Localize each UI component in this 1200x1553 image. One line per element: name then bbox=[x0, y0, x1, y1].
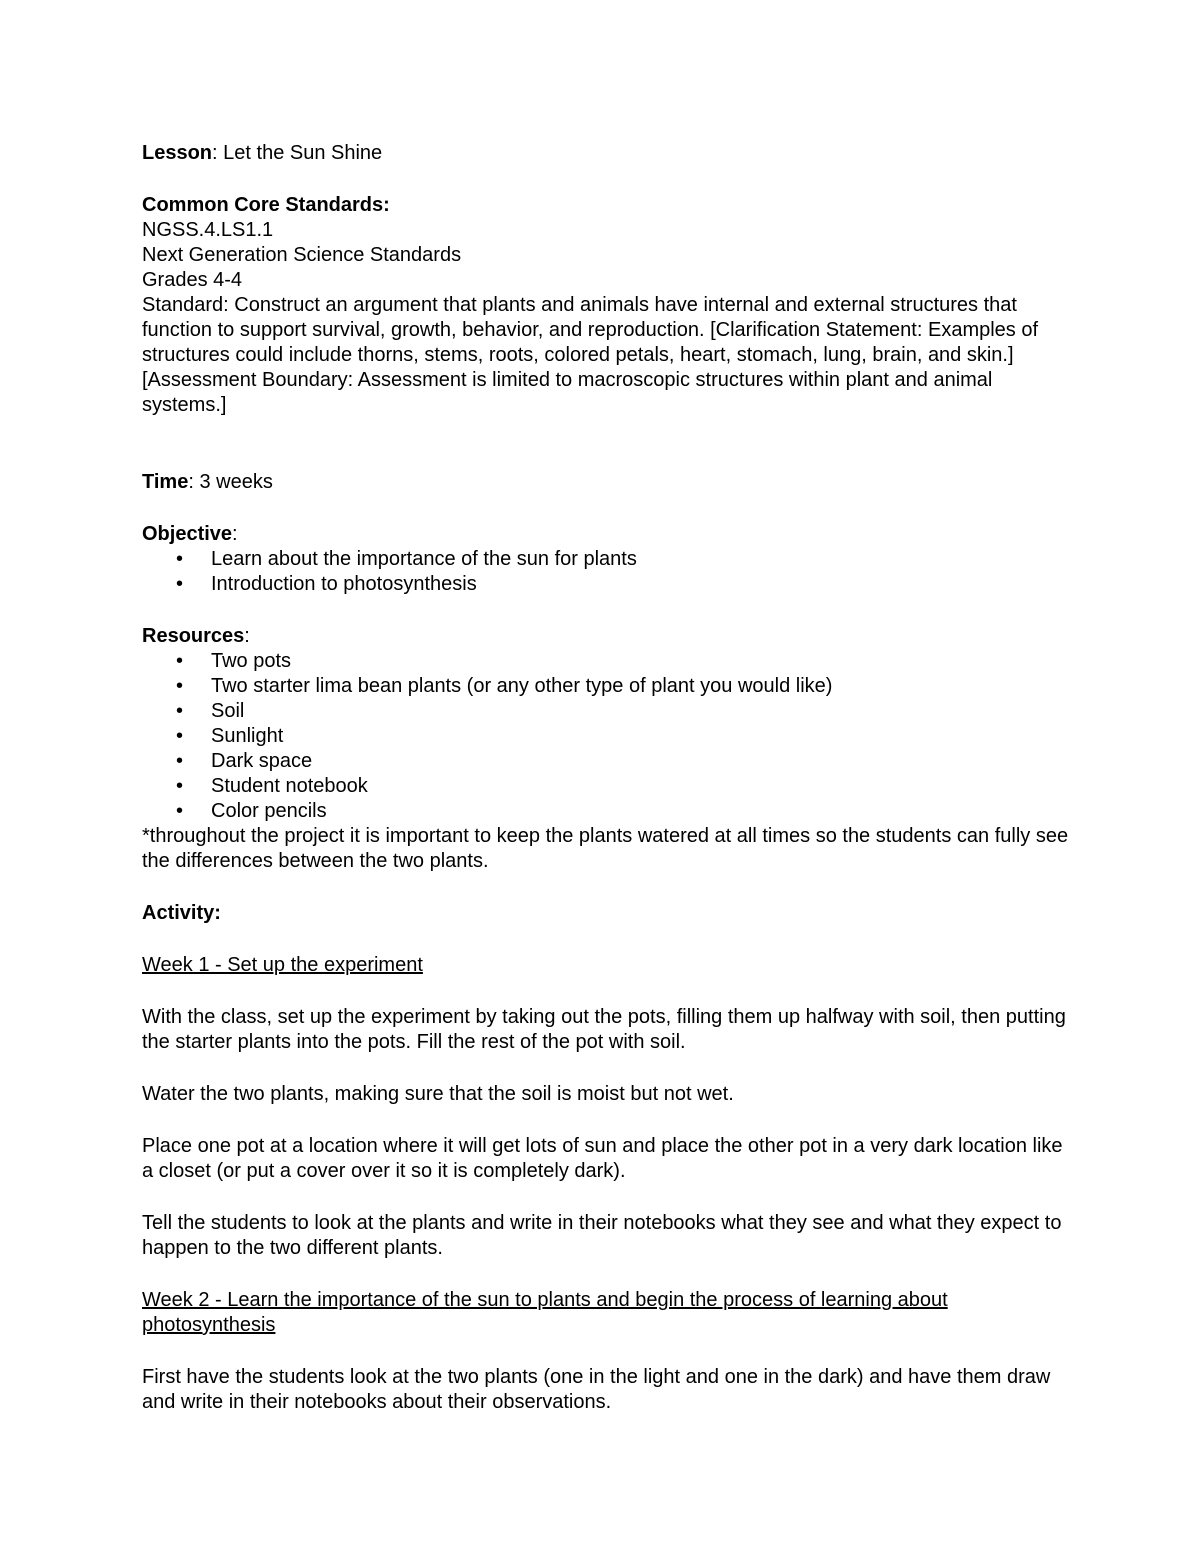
lesson-line bbox=[142, 141, 1072, 166]
bullet-icon: • bbox=[176, 800, 184, 822]
week2-paragraph: First have the students look at the two plants (one in the light and one in the dark) and have them draw and write in their notebooks about their observations. bbox=[142, 1366, 1051, 1413]
week1-paragraph: With the class, set up the experiment by taking out the pots, filling them up halfway with soil, then putting the starter plants into the pots. Fill the rest of the pot with soil. bbox=[142, 1006, 1066, 1053]
activity-heading: Activity: bbox=[142, 902, 221, 924]
objective-list bbox=[142, 547, 1072, 597]
list-item-text: Dark space bbox=[211, 750, 313, 772]
week1-title: Week 1 - Set up the experiment bbox=[142, 954, 423, 976]
list-item-text: Soil bbox=[211, 700, 245, 722]
bullet-icon: • bbox=[176, 548, 184, 570]
week1-paragraph: Tell the students to look at the plants and write in their notebooks what they see and what they expect to happen to the two different plants. bbox=[142, 1212, 1062, 1259]
objective-label: Objective bbox=[142, 523, 233, 545]
bullet-icon: • bbox=[176, 725, 184, 747]
week2-title: Week 2 - Learn the importance of the sun to plants and begin the process of learning about photosynthesis bbox=[142, 1289, 948, 1336]
standard-text: Standard: Construct an argument that plants and animals have internal and external structures that function to support survival, growth, behavior, and reproduction. [Clarification Statement: Examples of structures could include thorns, stems, roots, colored petals, heart, stomach, lung, brain, and skin.] [Assessment Boundary: Assessment is limited to macroscopic structures within plant and animal systems.] bbox=[142, 294, 1039, 416]
time-line bbox=[142, 470, 1072, 495]
resources-separator: : bbox=[244, 625, 250, 647]
bullet-icon: • bbox=[176, 750, 184, 772]
list-item-text: Sunlight bbox=[211, 725, 284, 747]
time-value: 3 weeks bbox=[199, 471, 273, 493]
list-item bbox=[142, 572, 1072, 597]
list-item-text: Two starter lima bean plants (or any other type of plant you would like) bbox=[211, 675, 833, 697]
list-item-text: Learn about the importance of the sun for plants bbox=[211, 548, 637, 570]
week1-paragraph: Water the two plants, making sure that the soil is moist but not wet. bbox=[142, 1083, 734, 1105]
bullet-icon: • bbox=[176, 675, 184, 697]
list-item bbox=[142, 674, 1072, 699]
standard-code: NGSS.4.LS1.1 bbox=[142, 219, 274, 241]
bullet-icon: • bbox=[176, 775, 184, 797]
list-item-text: Two pots bbox=[211, 650, 292, 672]
list-item bbox=[142, 749, 1072, 774]
lesson-separator: : bbox=[212, 142, 224, 164]
list-item bbox=[142, 774, 1072, 799]
resources-heading bbox=[142, 624, 1072, 649]
week1-paragraph: Place one pot at a location where it will get lots of sun and place the other pot in a very dark location like a closet (or put a cover over it so it is completely dark). bbox=[142, 1135, 1063, 1182]
objective-separator: : bbox=[232, 523, 238, 545]
standard-grades: Grades 4-4 bbox=[142, 269, 243, 291]
lesson-label: Lesson bbox=[142, 142, 213, 164]
time-label: Time bbox=[142, 471, 189, 493]
list-item bbox=[142, 799, 1072, 824]
lesson-title: Let the Sun Shine bbox=[223, 142, 383, 164]
standards-heading: Common Core Standards: bbox=[142, 194, 390, 216]
resources-label: Resources bbox=[142, 625, 245, 647]
objective-heading bbox=[142, 522, 1072, 547]
resources-list bbox=[142, 649, 1072, 824]
bullet-icon: • bbox=[176, 650, 184, 672]
list-item bbox=[142, 699, 1072, 724]
document-page bbox=[142, 141, 1072, 1415]
list-item bbox=[142, 724, 1072, 749]
time-separator: : bbox=[188, 471, 200, 493]
resources-note: *throughout the project it is important to keep the plants watered at all times so the students can fully see the differences between the two plants. bbox=[142, 825, 1069, 872]
list-item-text: Student notebook bbox=[211, 775, 368, 797]
list-item bbox=[142, 547, 1072, 572]
list-item-text: Introduction to photosynthesis bbox=[211, 573, 477, 595]
bullet-icon: • bbox=[176, 700, 184, 722]
list-item-text: Color pencils bbox=[211, 800, 327, 822]
bullet-icon: • bbox=[176, 573, 184, 595]
list-item bbox=[142, 649, 1072, 674]
standard-name: Next Generation Science Standards bbox=[142, 244, 462, 266]
